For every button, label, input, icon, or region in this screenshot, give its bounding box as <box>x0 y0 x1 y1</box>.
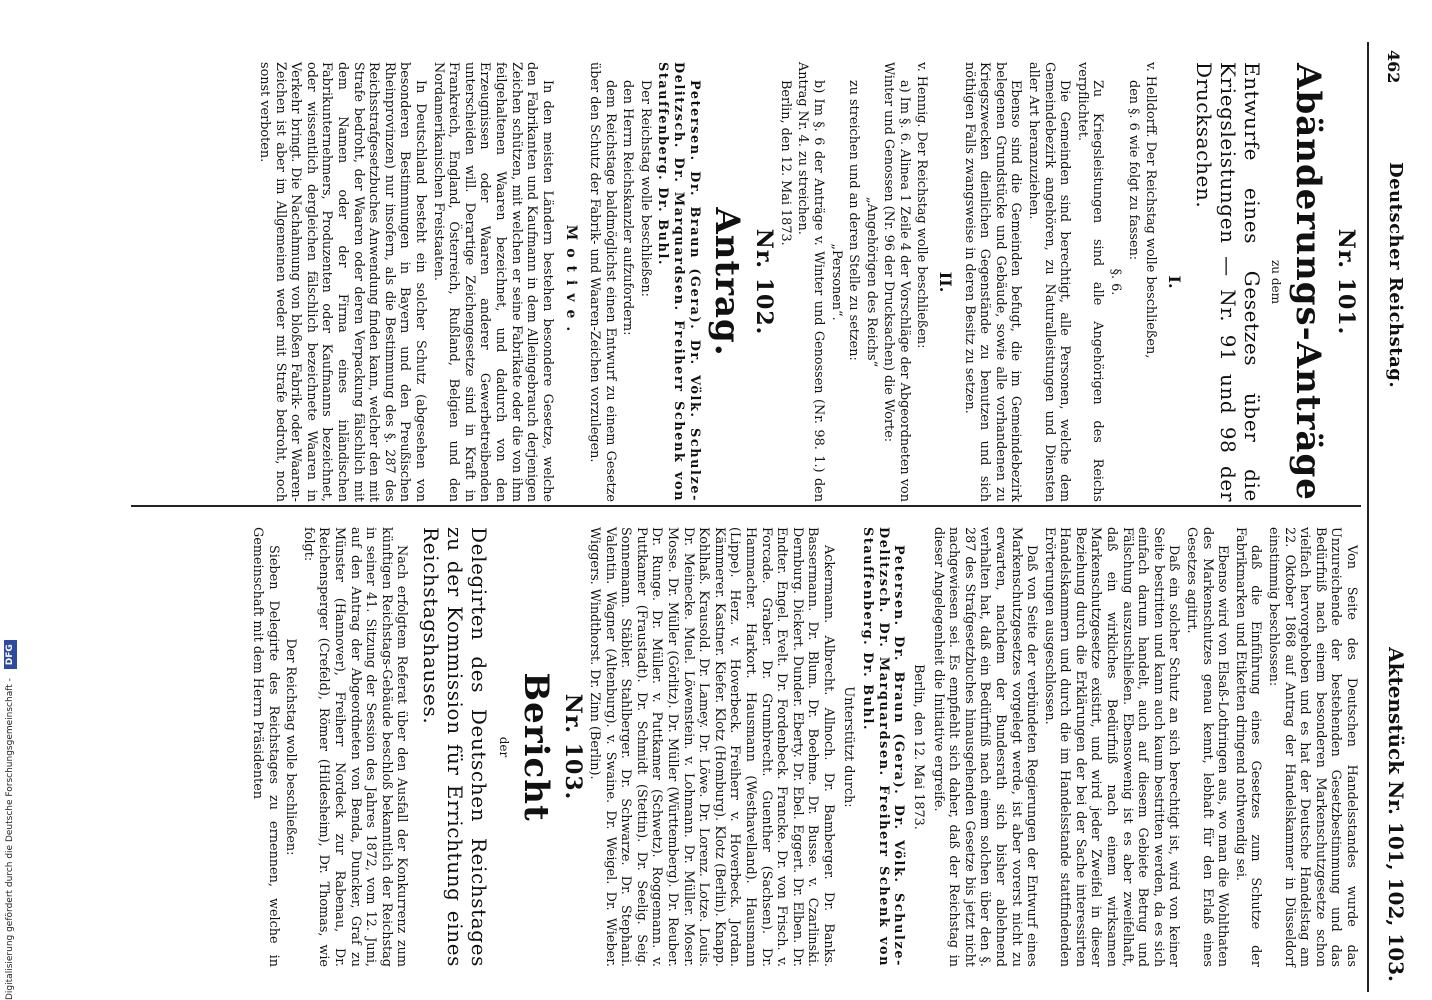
paragraph: Der Reichstag wolle beschließen: <box>637 80 653 297</box>
paragraph: Ebenso sind die Gemeinden befugt, die im Gemeindebezirk belegenen Grundstücke und Gebäude, sowie alle vorhandenen zu Kriegszwecken dienlichen Gegenstände zu benutzen und sich nöthigen Falls zwangsweise in deren Besitz zu setzen. <box>961 62 1024 502</box>
paragraph: Der Reichstag wolle beschließen: <box>283 638 299 856</box>
section-title-101: Entwurfe eines Gesetzes über die Kriegsleistungen — Nr. 91 und 98 der Drucksachen. <box>1191 62 1264 502</box>
right-column <box>247 527 1359 967</box>
section-title-103: Delegirten des Deutschen Reichstages zu der Kommission für Errichtung eines Reichstagshauses. <box>419 527 492 967</box>
paragraph: „Angehörigen des Reichs“ <box>863 196 879 368</box>
paragraph: v. Helldorff. Der Reichstag wolle beschließen, <box>1143 62 1159 359</box>
paragraph: v. Hennig. Der Reichstag wolle beschließen: <box>914 62 930 349</box>
column-divider <box>131 505 1361 507</box>
paragraph: In den meisten Ländern bestehen besondere Gesetze, welche den Fabrikanten und Kaufmann in dem Alleingebrauch derjenigen Zeichen schützen, mit welchen er seine Fabrikate oder die von ihm feilgehaltenen Waaren bezeichnet, und dadurch von den Erzeugnissen oder Waaren anderer Gewerbetreibenden unterscheiden will. Derartige Zeichengesetze sind in Kraft in Frankreich, England, Österreich, Rußland, Belgien und den Nordamerikanischen Freistaaten. <box>430 62 555 502</box>
section-zu-dem: zu dem <box>1269 259 1284 305</box>
paragraph: Die Gemeinden sind berechtigt, alle Personen, welche dem Gemeindebezirk angehören, zu Naturalleistungen und Diensten aller Art heranzuziehen. <box>1026 62 1073 502</box>
paragraph: daß die Einführung eines Gesetzes zum Schutze der Fabrikmarken und Etiketten dringend nothwendig sei. <box>1232 527 1264 967</box>
header-attachment-number: Aktenstück Nr. 101, 102, 103. <box>1384 647 1408 982</box>
paragraph: Von Seite des Deutschen Handelsstandes wurde das Unzureichende der bestehenden Gesetzbestimmung und das Bedürfniß nach einem besonderen Markenschutzgesetze schon vielfach hervorgehoben und es hat der Deutsche Handelstag am 22. Oktober 1868 auf Antrag der Handelskammer in Düsseldorf einstimmig beschlossen: <box>1266 527 1359 967</box>
paragraph: Daß von Seite der verbündeten Regierungen der Entwurf eines Markenschutzgesetzes vorgelegt werde, ist aber vorerst nicht zu erwarten, nachdem der Bundesrath sich bisher ablehnend verhalten hat, daß ein Bedürfniß nach einem solchen über den §. 287 des Strafgesetzbuches hinausgehenden Gesetze bis jetzt nicht nachgewiesen sei. Es empfiehlt sich daher, daß der Reichstag in dieser Angelegenheit die Initiative ergreife. <box>930 527 1040 967</box>
dfg-logo: DFG <box>4 640 17 669</box>
paragraph-section-mark: §. 6. <box>1108 268 1124 296</box>
page-number: 462 <box>1384 50 1403 84</box>
rotated-document-page <box>119 42 1409 992</box>
motive-heading: Motive. <box>563 224 580 340</box>
section-heading-101: Abänderungs-Anträge <box>1288 63 1329 501</box>
section-number-102: Nr. 102. <box>751 228 778 336</box>
paragraph: „Personen“. <box>828 243 844 321</box>
credit-text: Digitalisierung gefördert durch die Deutsche Forschungsgemeinschaft - <box>5 678 15 1000</box>
supported-by-label: Unterstützt durch: <box>840 686 856 808</box>
paragraph: b) Im §. 6 der Anträge v. Winter und Genossen (Nr. 98. 1.) den Antrag Nr. 4. zu streichen. <box>795 62 826 502</box>
paragraph: In Deutschland besteht ein solcher Schutz (abgesehen von besonderen Bestimmungen in Bayern und den Preußischen Rheinprovinzen) nur insofern, als die Bestimmung des §. 287 des Reichsstrafgesetzbuches Anwendung finden kann, welcher den mit Strafe bedroht, der Waaren oder deren Verpackung fälschlich mit dem Namen oder der Firma eines inländischen Fabrikunternehmers, Produzenten oder Kaufmanns bezeichnet, oder wissentlich dergleichen fälschlich bezeichnete Waaren in Verkehr bringt. Die Nachahmung von bloßen Fabrik- oder Waaren-Zeichen ist aber im Allgemeinen weder mit Strafe bedroht, noch sonst verboten. <box>257 62 429 502</box>
date-line: Berlin, den 12. Mai 1873. <box>910 664 926 830</box>
roman-numeral-1: I. <box>1164 275 1184 289</box>
paragraph: den §. 6 wie folgt zu fassen: <box>1125 80 1141 261</box>
supporters-list: Ackermann. Albrecht. Allnoch. Dr. Bamberger. Dr. Banks. Bassermann. Dr. Blum. Dr. Boehme. Dr. Busse. v. Czarlinski. Dernburg. Dickert. Dunder. Eberty. Dr. Ebel. Eggert. Dr. Elben. Dr. Endter. Engel. Evelt. Dr. Fordenbeck. Francke. Dr. von Frisch. v. Forcade. Graber. Dr. Grumbrecht. Guenther (Sachsen). Dr. Hammacher. Harkort. Hausmann (Westhavelland). Hausmann (Lippe). Herz. v. Hoverbeck. Freiherr v. Hoverbeck. Jordan. Kämmerer. Kastner. Kiefer. Klotz (Homburg). Klotz (Berlin). Knapp. Kohlhaß. Krausold. Dr. Lamey. Dr. Löwe. Dr. Lorenz. Lotze. Louis. Dr. Meinecke. Muel. Löwenstein. v. Lohmann. Dr. Müller. Moser. Mosse. Dr. Müller (Görlitz). Dr. Müller (Württemberg). Dr. Reuber. Dr. Runge. Dr. Müller. v. Puttkamer (Schwetz). Roggemann. v. Puttkamer (Fraustadt). Dr. Schmidt (Stettin). Dr. Seelig. Seig. Sonnemann. Stäbler. Stahlberger. Dr. Schwarze. Dr. Stephani. Valentin. Wagner (Altenburg). v. Swaine. Dr. Weigel. Dr. Wieber. Wiggers. Windthorst. Dr. Zinn (Berlin). <box>587 527 836 967</box>
paragraph: Zu Kriegsleistungen sind alle Angehörigen des Reichs verpflichtet. <box>1074 62 1106 502</box>
section-der: der <box>496 736 511 758</box>
roman-numeral-2: II. <box>936 271 956 293</box>
left-column <box>255 62 1359 502</box>
digitization-credit <box>2 0 18 1000</box>
section-number-103: Nr. 103. <box>560 693 587 801</box>
page-header <box>1367 42 1409 992</box>
paragraph: Sieben Delegirte des Reichstages zu ernennen, welche in Gemeinschaft mit dem Herrn Präsidenten <box>249 527 281 967</box>
signatories: Petersen. Dr. Braun (Gera). Dr. Völk. Schulze-Delitzsch. Dr. Marquardsen. Freiherr Schenk von Stauffenberg. Dr. Buhl. <box>860 527 907 967</box>
section-heading-102: Antrag. <box>706 207 747 357</box>
date-line: Berlin, den 12. Mai 1873. <box>777 80 793 246</box>
paragraph: dem Reichstage baldmöglichst einen Entwurf zu einem Gesetze über den Schutz der Fabrik- und Waaren-Zeichen vorzulegen. <box>587 62 618 502</box>
paragraph: zu streichen und an deren Stelle zu setzen: <box>846 80 862 361</box>
signatories: Petersen. Dr. Braun (Gera). Dr. Völk. Schulze-Delitzsch. Dr. Marquardsen. Freiherr Schenk von Stauffenberg. Dr. Buhl. <box>655 62 702 502</box>
section-heading-103: Bericht <box>515 672 556 822</box>
paragraph: Nach erfolgtem Referat über den Ausfall der Konkurrenz zum künftigen Reichstags-Gebäude beschloß bekanntlich der Reichstag in seiner 41. Sitzung der Session des Jahres 1872, vom 12. Juni, auf den Antrag der Abgeordneten von Benda, Duncker, Graf zu Münster (Hannover), Freiherr Nordeck zur Rabenau, Dr. Reichensperger (Crefeld), Römer (Hildesheim), Dr. Thomas, wie folgt: <box>300 527 410 967</box>
header-title: Deutscher Reichstag. <box>1385 162 1406 389</box>
paragraph: Ebenso wird von Elsaß-Lothringen aus, wo man die Wohlthaten des Markenschutzes genau kennt, lebhaft für den Erlaß eines Gesetzes agitirt. <box>1184 527 1231 967</box>
paragraph: Daß ein solcher Schutz an sich berechtigt ist, wird von keiner Seite bestritten und kann auch kaum bestritten werden, da es sich einfach darum handelt, auch auf diesem Gebiete Betrug und Fälschung auszuschließen. Ebensowenig ist es aber zweifelhaft, daß ein wirkliches Bedürfniß nach einem wirksamen Markenschutzgesetze existirt, und wird jeder Zweifel in dieser Beziehung durch die Erklärungen der bei der Sache interessirten Handelskammern und durch die im Handelsstande stattfindenden Erörterungen ausgeschlossen. <box>1041 527 1182 967</box>
paragraph: den Herrn Reichskanzler aufzufordern: <box>620 80 636 336</box>
paragraph: a) Im §. 6. Alinea 1 Zeile 4 der Vorschläge der Abgeordneten von Winter und Genossen (Nr. 96 der Drucksachen) die Worte: <box>881 62 912 502</box>
section-number-101: Nr. 101. <box>1333 228 1359 336</box>
